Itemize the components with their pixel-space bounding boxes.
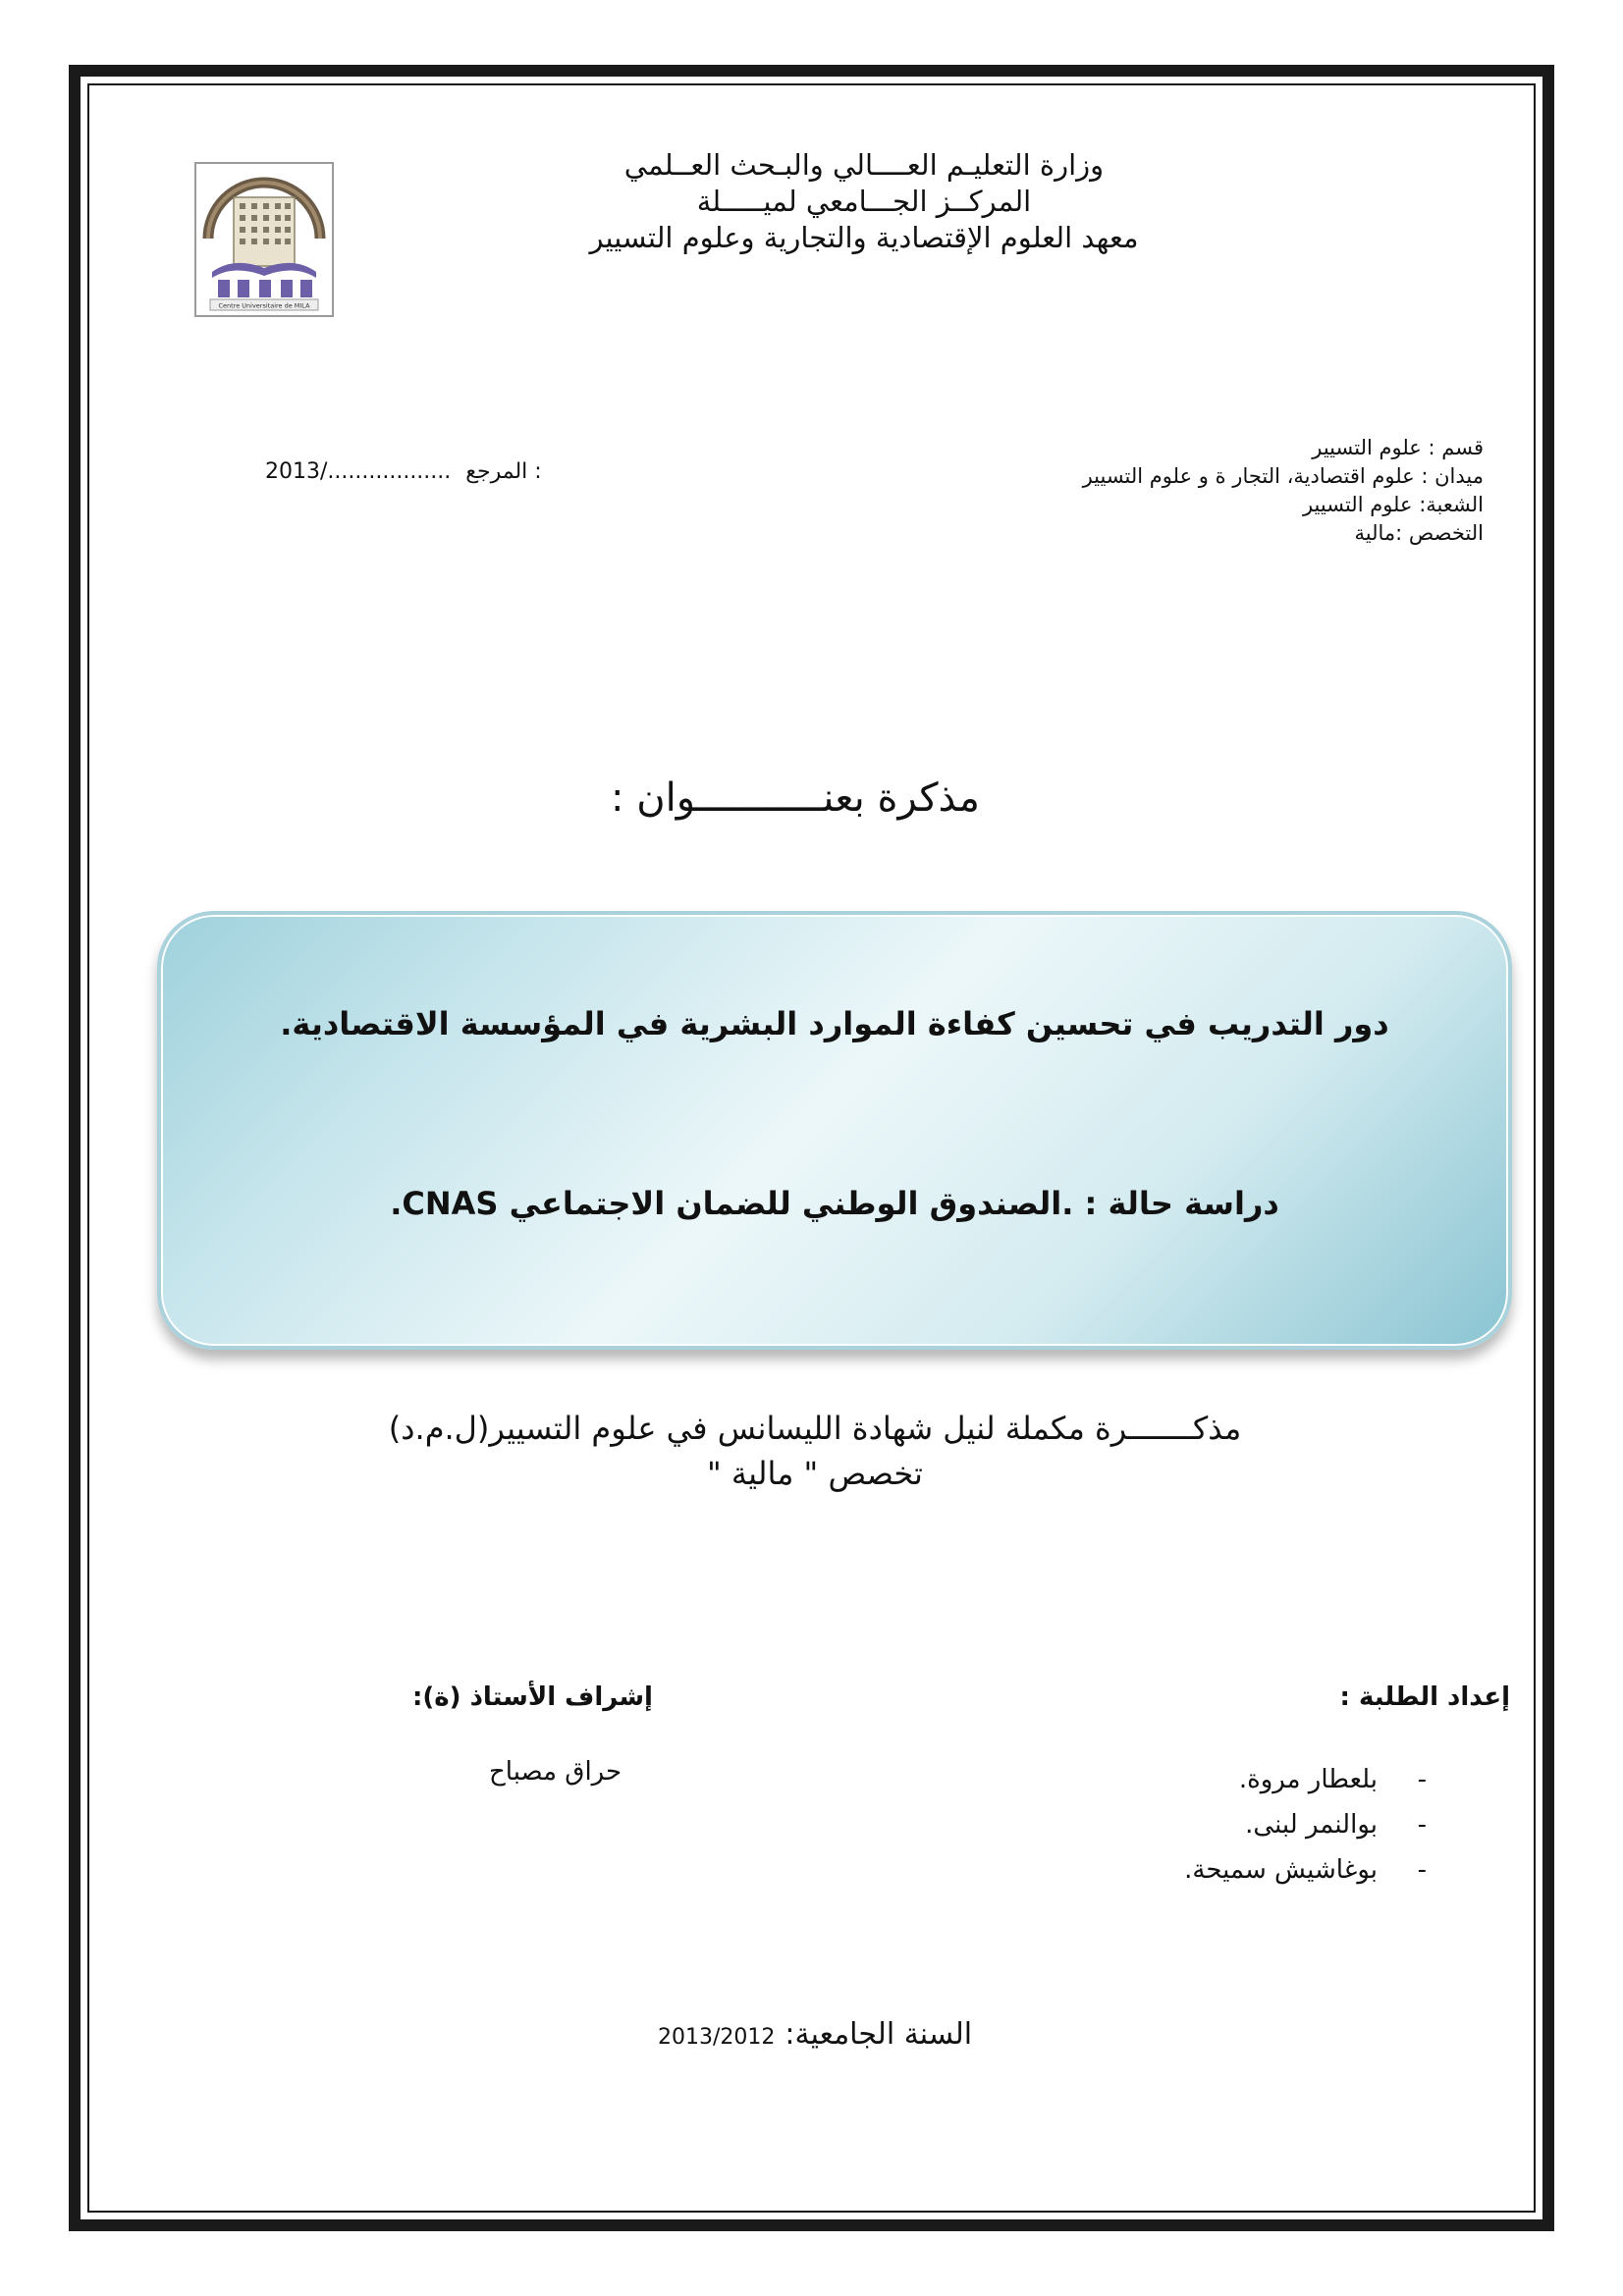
field-line: ميدان : علوم اقتصادية، التجار ة و علوم التسيير (1082, 464, 1484, 488)
reference-field (265, 459, 542, 484)
logo-caption: Centre Universitaire de MILA (218, 301, 310, 310)
thesis-title-box (157, 911, 1512, 1350)
degree-line: مذكـــــــرة مكملة لنيل شهادة الليسانس في علوم التسيير(ل.م.د) (388, 1410, 1242, 1447)
supervisor-heading: إشراف الأستاذ (ة): (412, 1682, 653, 1712)
department-line: قسم : علوم التسيير (1312, 436, 1484, 459)
university-line: المركــز الجـــامعي لميـــــلة (696, 185, 1032, 218)
institution-header (511, 147, 1217, 256)
student-name: بوالنمر لبنى. (1245, 1810, 1378, 1840)
reference-value: 2013/.................. (265, 459, 452, 484)
department-info (796, 434, 1484, 548)
academic-year-label: السنة الجامعية: (784, 2017, 973, 2052)
academic-year (658, 2017, 972, 2052)
specialty-line: التخصص :مالية (1354, 521, 1484, 545)
reference-label: المرجع : (465, 459, 542, 484)
list-item (1184, 1847, 1427, 1893)
list-item (1184, 1757, 1427, 1802)
supervisor-name: حراق مصباح (489, 1757, 622, 1787)
student-name: بوغاشيش سميحة. (1184, 1855, 1378, 1885)
list-dash: - (1417, 1855, 1427, 1885)
branch-line: الشعبة: علوم التسيير (1302, 493, 1484, 516)
student-name: بلعطار مروة. (1238, 1765, 1378, 1794)
academic-year-value: 2013/2012 (658, 2025, 776, 2050)
university-logo (194, 162, 334, 317)
list-item (1184, 1802, 1427, 1847)
ministry-line: وزارة التعليـم العــــالي والبـحث العــلمي (623, 148, 1105, 182)
memo-title: مذكرة بعنـــــــــــوان : (611, 775, 980, 821)
thesis-title: دور التدريب في تحسين كفاءة الموارد البشرية في المؤسسة الاقتصادية. (280, 1005, 1389, 1042)
institute-line: معهد العلوم الإقتصادية والتجارية وعلوم التسيير (589, 221, 1139, 254)
degree-statement (324, 1406, 1306, 1496)
specialty-statement: تخصص " مالية " (707, 1455, 923, 1492)
list-dash: - (1417, 1765, 1427, 1794)
students-heading: إعداد الطلبة : (1339, 1682, 1510, 1712)
students-list (1184, 1757, 1427, 1893)
list-dash: - (1417, 1810, 1427, 1840)
case-study-title: دراسة حالة : .الصندوق الوطني للضمان الاجتماعي CNAS. (390, 1185, 1279, 1222)
